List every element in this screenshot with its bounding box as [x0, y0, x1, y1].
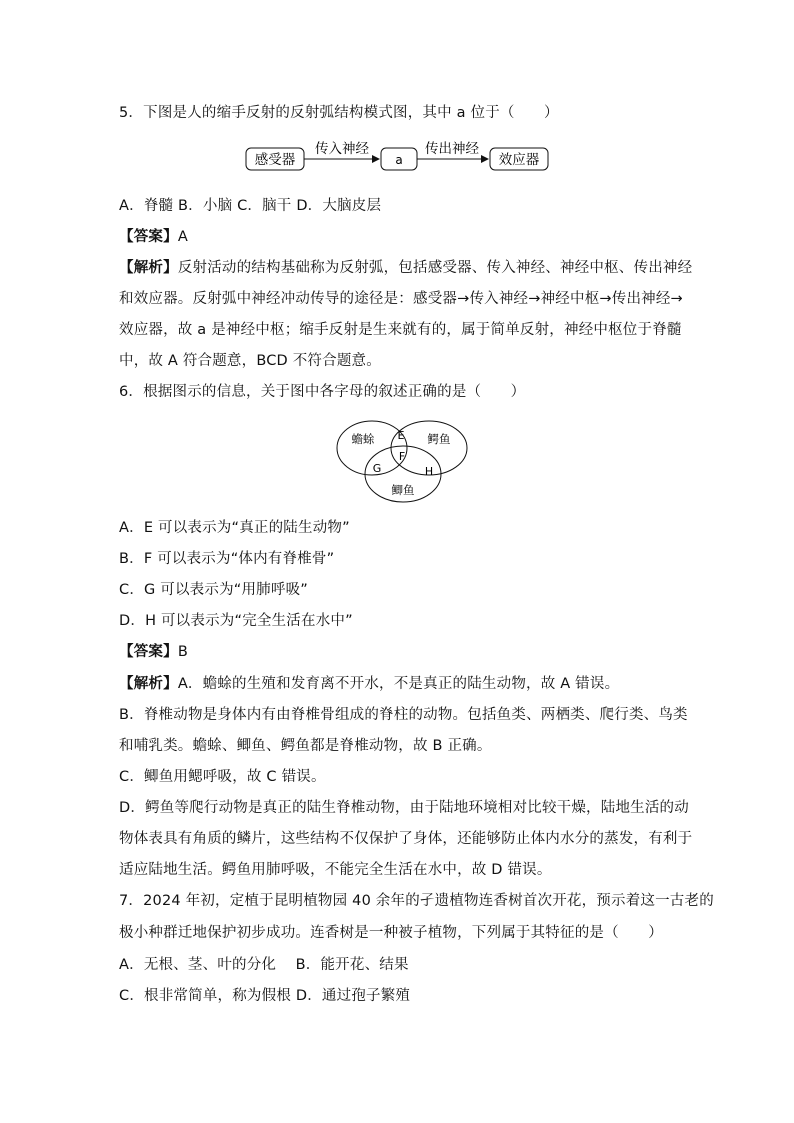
- q7-stem: 极小种群迁地保护初步成功。连香树是一种被子植物，下列属于其特征的是（ ）: [119, 925, 663, 941]
- answer-tag: 【答案】: [119, 229, 178, 245]
- q6-analysis-line: B．脊椎动物是身体内有由脊椎骨组成的脊柱的动物。包括鱼类、两栖类、爬行类、鸟类: [119, 707, 688, 723]
- q6-stem: 6．根据图示的信息，关于图中各字母的叙述正确的是（ ）: [119, 384, 526, 400]
- reflex-arc-diagram: [244, 140, 554, 180]
- q5-stem: 5．下图是人的缩手反射的反射弧结构模式图，其中 a 位于（ ）: [119, 105, 559, 121]
- q5-options: A．脊髓 B．小脑 C．脑干 D．大脑皮层: [119, 198, 382, 214]
- q6-answer: [119, 642, 188, 662]
- q7-stem: 7．2024 年初，定植于昆明植物园 40 余年的孑遗植物连香树首次开花，预示着这一古老的: [119, 893, 714, 909]
- q5-answer: [119, 227, 188, 247]
- q6-option-d: D．H 可以表示为“完全生活在水中”: [119, 613, 353, 629]
- venn-label-crocodile: 鳄鱼: [427, 432, 451, 446]
- q7-options: C．根非常简单，称为假根 D．通过孢子繁殖: [119, 988, 411, 1004]
- analysis-text: 反射活动的结构基础称为反射弧，包括感受器、传入神经、神经中枢、传出神经: [177, 260, 693, 276]
- q5-analysis-line: 效应器，故 a 是神经中枢；缩手反射是生来就有的，属于简单反射，神经中枢位于脊髓: [119, 322, 682, 338]
- analysis-text: A．蟾蜍的生殖和发育离不开水，不是真正的陆生动物，故 A 错误。: [177, 676, 620, 692]
- venn-label-toad: 蟾蜍: [351, 432, 375, 446]
- afferent-label: 传入神经: [315, 141, 369, 157]
- q6-option-c: C．G 可以表示为“用肺呼吸”: [119, 582, 308, 598]
- q5-analysis-line: 中，故 A 符合题意，BCD 不符合题意。: [119, 353, 381, 369]
- answer-value: A: [177, 229, 188, 245]
- q6-analysis-line: [119, 674, 619, 694]
- analysis-tag: 【解析】: [119, 260, 178, 276]
- venn-region-f: F: [398, 450, 406, 463]
- answer-tag: 【答案】: [119, 644, 178, 660]
- venn-region-e: E: [397, 429, 405, 442]
- q6-analysis-line: 适应陆地生活。鳄鱼用肺呼吸，不能完全生活在水中，故 D 错误。: [119, 862, 552, 878]
- analysis-tag: 【解析】: [119, 676, 178, 692]
- venn-region-h: H: [424, 465, 434, 478]
- q6-analysis-line: C．鲫鱼用鳃呼吸，故 C 错误。: [119, 769, 326, 785]
- venn-diagram: [333, 418, 473, 510]
- q5-analysis-line: 和效应器。反射弧中神经冲动传导的途径是：感受器→传入神经→神经中枢→传出神经→: [119, 291, 683, 307]
- q6-option-b: B．F 可以表示为“体内有脊椎骨”: [119, 551, 335, 567]
- center-label: a: [395, 153, 403, 167]
- q6-analysis-line: D．鳄鱼等爬行动物是真正的陆生脊椎动物，由于陆地环境相对比较干燥，陆地生活的动: [119, 800, 689, 816]
- effector-label: 效应器: [498, 152, 540, 168]
- q6-analysis-line: 物体表具有角质的鳞片，这些结构不仅保护了身体，还能够防止体内水分的蒸发，有利于: [119, 831, 693, 847]
- q6-analysis-line: 和哺乳类。蟾蜍、鲫鱼、鳄鱼都是脊椎动物，故 B 正确。: [119, 738, 492, 754]
- answer-value: B: [177, 644, 188, 660]
- receptor-label: 感受器: [254, 152, 296, 168]
- venn-label-carp: 鲫鱼: [391, 483, 415, 497]
- q6-option-a: A．E 可以表示为“真正的陆生动物”: [119, 520, 350, 536]
- efferent-label: 传出神经: [425, 141, 479, 157]
- q7-options: A．无根、茎、叶的分化 B．能开花、结果: [119, 957, 409, 973]
- q5-analysis-line: [119, 258, 692, 278]
- venn-region-g: G: [372, 462, 382, 475]
